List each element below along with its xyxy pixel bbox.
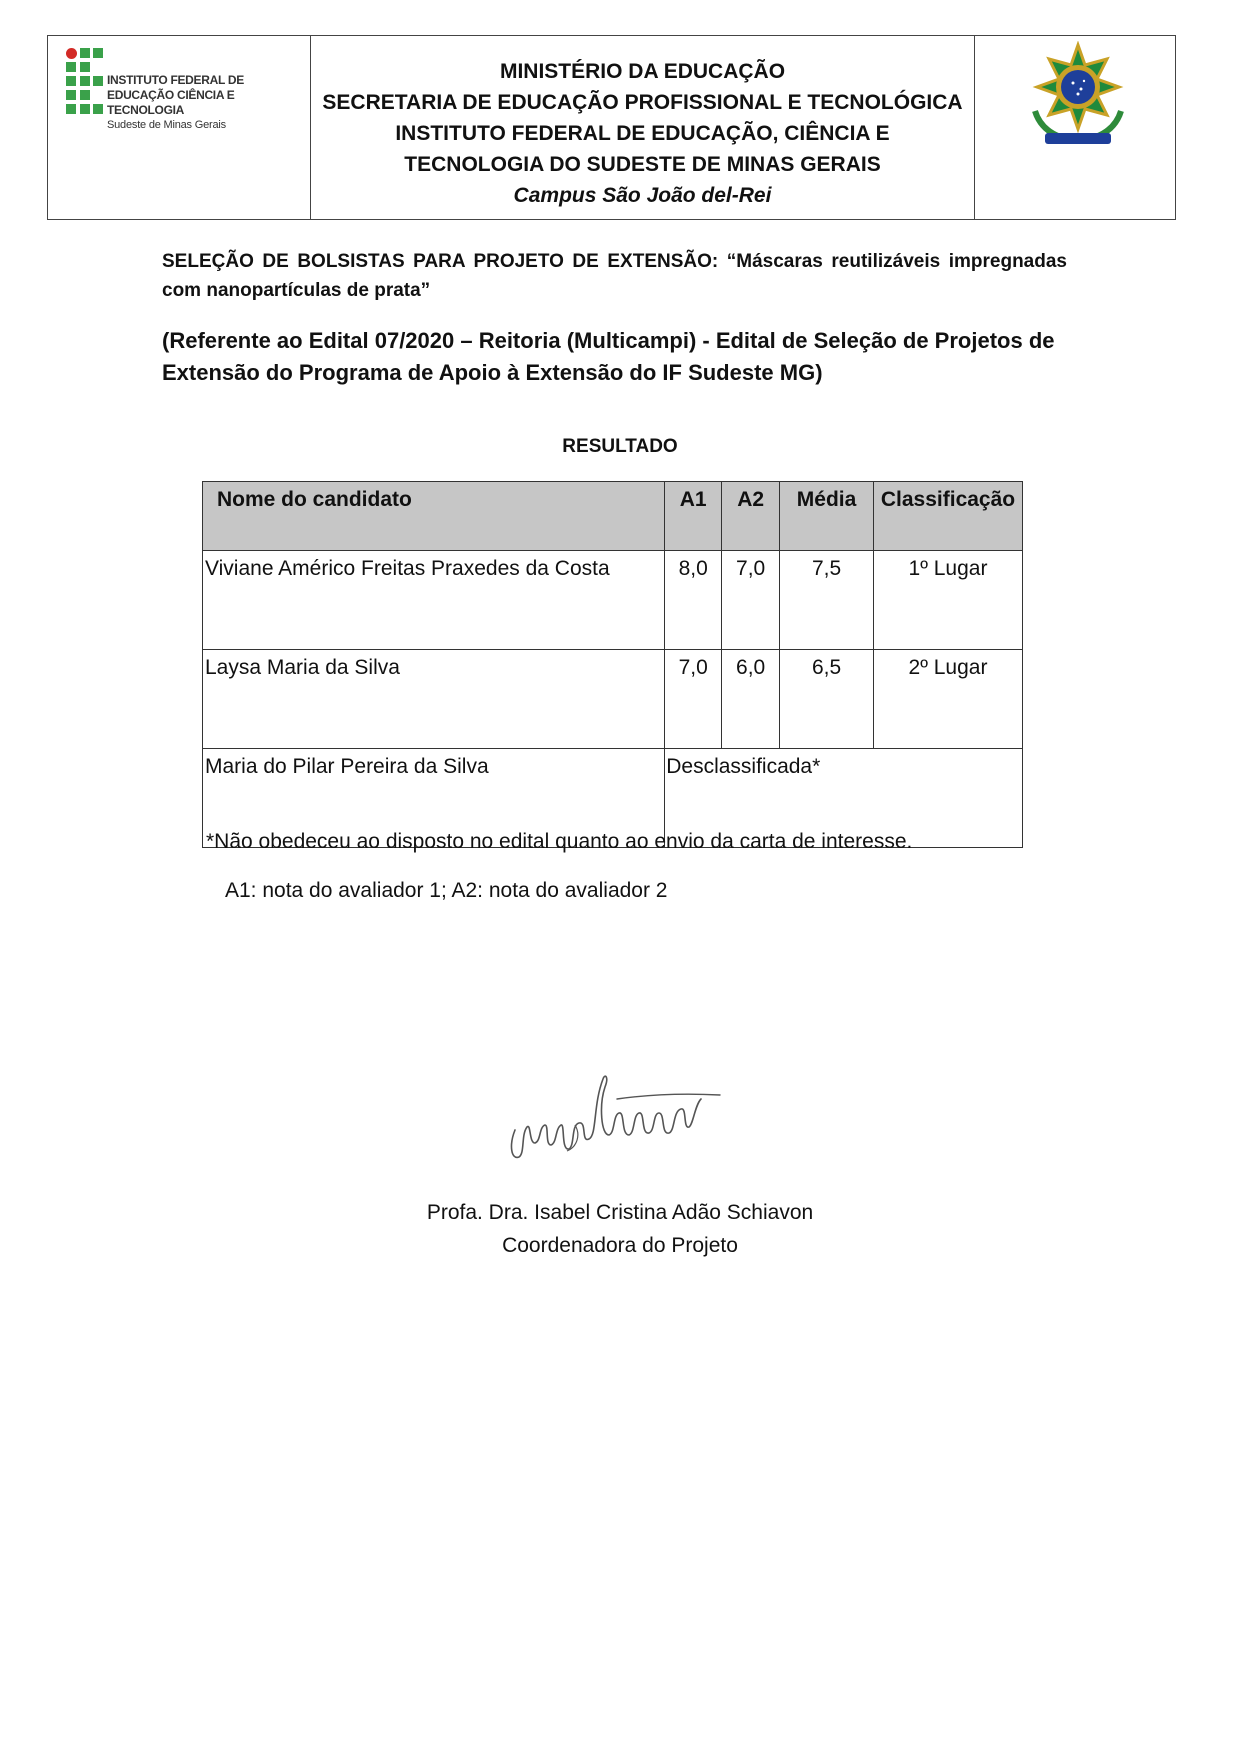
if-logo-line1: INSTITUTO FEDERAL DE xyxy=(107,73,244,87)
classification: 2º Lugar xyxy=(874,650,1023,749)
header-classification: Classificação xyxy=(874,482,1023,551)
score-a2: 7,0 xyxy=(722,551,780,650)
if-logo-red-dot xyxy=(66,48,77,59)
footnote: *Não obedeceu ao disposto no edital quanto ao envio da carta de interesse. xyxy=(206,830,913,853)
header-title-line-3: INSTITUTO FEDERAL DE EDUCAÇÃO, CIÊNCIA E xyxy=(395,122,890,145)
selection-heading: SELEÇÃO DE BOLSISTAS PARA PROJETO DE EXTENSÃO: “Máscaras reutilizáveis impregnadas com nanopartículas de prata” xyxy=(162,251,1067,301)
table-row xyxy=(203,650,1023,749)
header-title-line-4: TECNOLOGIA DO SUDESTE DE MINAS GERAIS xyxy=(404,153,881,176)
score-a1: 7,0 xyxy=(665,650,722,749)
disqualified-status: Desclassificada* xyxy=(665,749,1023,848)
score-media: 6,5 xyxy=(780,650,874,749)
brazil-coat-of-arms-icon xyxy=(1023,41,1133,153)
candidate-name: Viviane Américo Freitas Praxedes da Costa xyxy=(203,551,665,650)
header-title-line-1: MINISTÉRIO DA EDUCAÇÃO xyxy=(499,60,786,83)
score-a2: 6,0 xyxy=(722,650,780,749)
if-logo-line2: EDUCAÇÃO CIÊNCIA E TECNOLOGIA xyxy=(107,88,235,117)
signatory-role: Coordenadora do Projeto xyxy=(502,1234,738,1257)
candidate-name: Laysa Maria da Silva xyxy=(203,650,665,749)
signatory-name: Profa. Dra. Isabel Cristina Adão Schiavon xyxy=(426,1201,814,1224)
header-campus: Campus São João del-Rei xyxy=(513,184,772,207)
score-media: 7,5 xyxy=(780,551,874,650)
header-media: Média xyxy=(780,482,874,551)
institution-logo-cell xyxy=(48,36,311,219)
table-header-row xyxy=(203,482,1023,551)
coat-of-arms-cell xyxy=(975,36,1175,219)
classification: 1º Lugar xyxy=(874,551,1023,650)
score-legend: A1: nota do avaliador 1; A2: nota do avaliador 2 xyxy=(225,879,668,902)
header-name: Nome do candidato xyxy=(203,482,665,551)
header-title-cell xyxy=(311,36,975,219)
if-logo-mark xyxy=(66,48,102,128)
signatory-block xyxy=(0,1196,1240,1262)
header-a1: A1 xyxy=(665,482,722,551)
if-logo-line3: Sudeste de Minas Gerais xyxy=(107,119,226,131)
table-row xyxy=(203,551,1023,650)
if-sudeste-logo xyxy=(66,48,301,138)
result-title: RESULTADO xyxy=(562,436,678,457)
edital-reference: (Referente ao Edital 07/2020 – Reitoria (Multicampi) - Edital de Seleção de Projetos de Extensão do Programa de Apoio à Extensão do IF Sudeste MG) xyxy=(162,328,1055,385)
header-title-line-2: SECRETARIA DE EDUCAÇÃO PROFISSIONAL E TECNOLÓGICA xyxy=(322,91,963,114)
document-header xyxy=(47,35,1176,220)
if-logo-text xyxy=(107,73,301,133)
handwritten-signature xyxy=(505,1065,735,1175)
results-table xyxy=(202,481,1023,848)
candidate-name: Maria do Pilar Pereira da Silva xyxy=(203,749,665,848)
score-a1: 8,0 xyxy=(665,551,722,650)
header-a2: A2 xyxy=(722,482,780,551)
